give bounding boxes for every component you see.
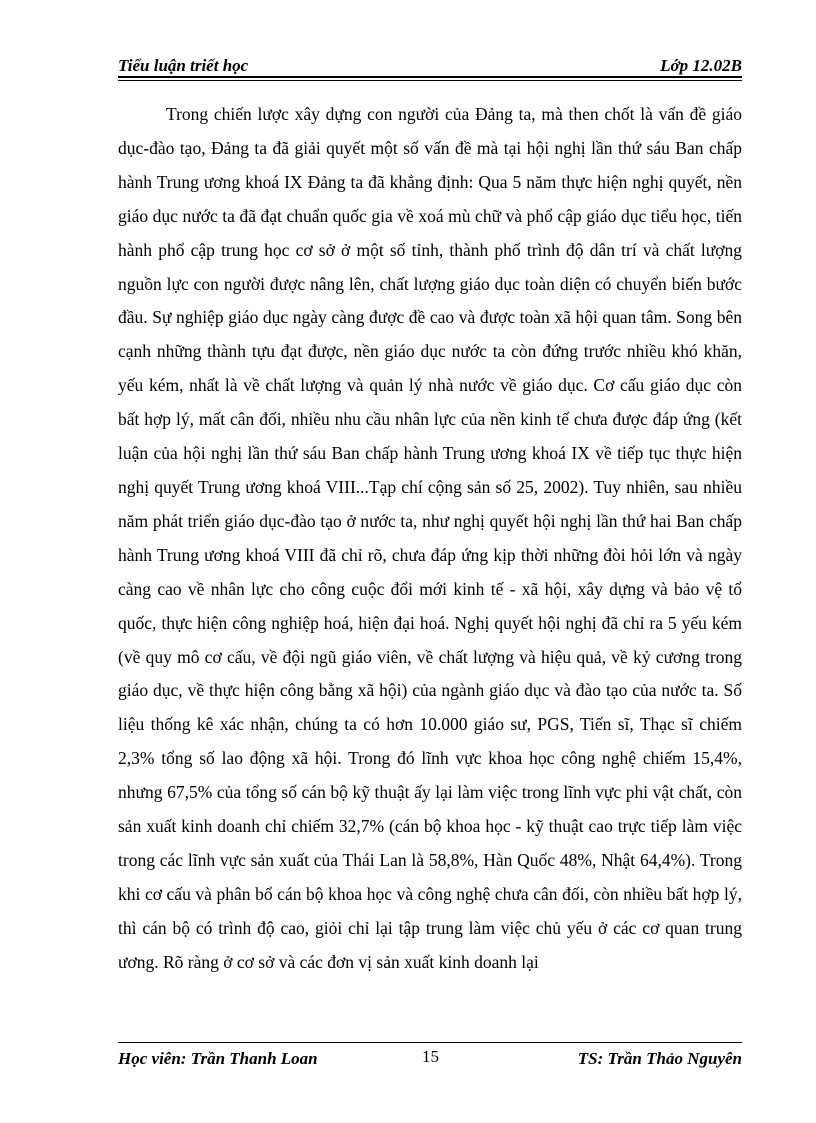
footer-divider	[118, 1042, 742, 1043]
footer-student: Học viên: Trần Thanh Loan	[118, 1049, 318, 1068]
header-class: Lớp 12.02B	[660, 56, 742, 75]
header-title: Tiểu luận triết học	[118, 56, 249, 75]
footer-supervisor: TS: Trần Thảo Nguyên	[577, 1049, 742, 1068]
page-footer	[118, 1047, 742, 1073]
header-divider	[118, 76, 742, 81]
body-paragraph: Trong chiến lược xây dựng con người của Đảng ta, mà then chốt là vấn đề giáo dục-đào tạo, Đảng ta đã giải quyết một số vấn đề mà tại hội nghị lần thứ sáu Ban chấp hành Trung ương khoá IX Đảng ta đã khẳng định: Qua 5 năm thực hiện nghị quyết, nền giáo dục nước ta đã đạt chuẩn quốc gia về xoá mù chữ và phổ cập giáo dục tiểu học, tiến hành phổ cập trung học cơ sở ở một số tỉnh, thành phố trình độ dân trí và chất lượng nguồn lực con người được nâng lên, chất lượng giáo dục toàn diện có chuyển biến bước đầu. Sự nghiệp giáo dục ngày càng được đề cao và được toàn xã hội quan tâm. Song bên cạnh những thành tựu đạt được, nền giáo dục nước ta còn đứng trước nhiều khó khăn, yếu kém, nhất là về chất lượng và quản lý nhà nước về giáo dục. Cơ cấu giáo dục còn bất hợp lý, mất cân đối, nhiều nhu cầu nhân lực của nền kinh tế chưa được đáp ứng (kết luận của hội nghị lần thứ sáu Ban chấp hành Trung ương khoá IX về tiếp tục thực hiện nghị quyết Trung ương khoá VIII...Tạp chí cộng sản số 25, 2002). Tuy nhiên, sau nhiều năm phát triển giáo dục-đào tạo ở nước ta, như nghị quyết hội nghị lần thứ hai Ban chấp hành Trung ương khoá VIII đã chỉ rõ, chưa đáp ứng kịp thời những đòi hỏi lớn và ngày càng cao về nhân lực cho công cuộc đổi mới kinh tế - xã hội, xây dựng và bảo vệ tổ quốc, thực hiện công nghiệp hoá, hiện đại hoá. Nghị quyết hội nghị đã chỉ ra 5 yếu kém (về quy mô cơ cấu, về đội ngũ giáo viên, về chất lượng và hiệu quả, về kỷ cương trong giáo dục, về thực hiện công bằng xã hội) của ngành giáo dục và đào tạo của nước ta. Số liệu thống kê xác nhận, chúng ta có hơn 10.000 giáo sư, PGS, Tiến sĩ, Thạc sĩ chiếm 2,3% tổng số lao động xã hội. Trong đó lĩnh vực khoa học công nghệ chiếm 15,4%, nhưng 67,5% của tổng số cán bộ kỹ thuật ấy lại làm việc trong lĩnh vực phi vật chất, còn sản xuất kinh doanh chỉ chiếm 32,7% (cán bộ khoa học - kỹ thuật cao trực tiếp làm việc trong các lĩnh vực sản xuất của Thái Lan là 58,8%, Hàn Quốc 48%, Nhật 64,4%). Trong khi cơ cấu và phân bổ cán bộ khoa học và công nghệ chưa cân đối, còn nhiều bất hợp lý, thì cán bộ có trình độ cao, giỏi chỉ lại tập trung làm việc chủ yếu ở các cơ quan trung ương. Rõ ràng ở cơ sở và các đơn vị sản xuất kinh doanh lại	[118, 104, 742, 972]
page-header	[118, 52, 742, 76]
page-number: 15	[422, 1047, 439, 1066]
